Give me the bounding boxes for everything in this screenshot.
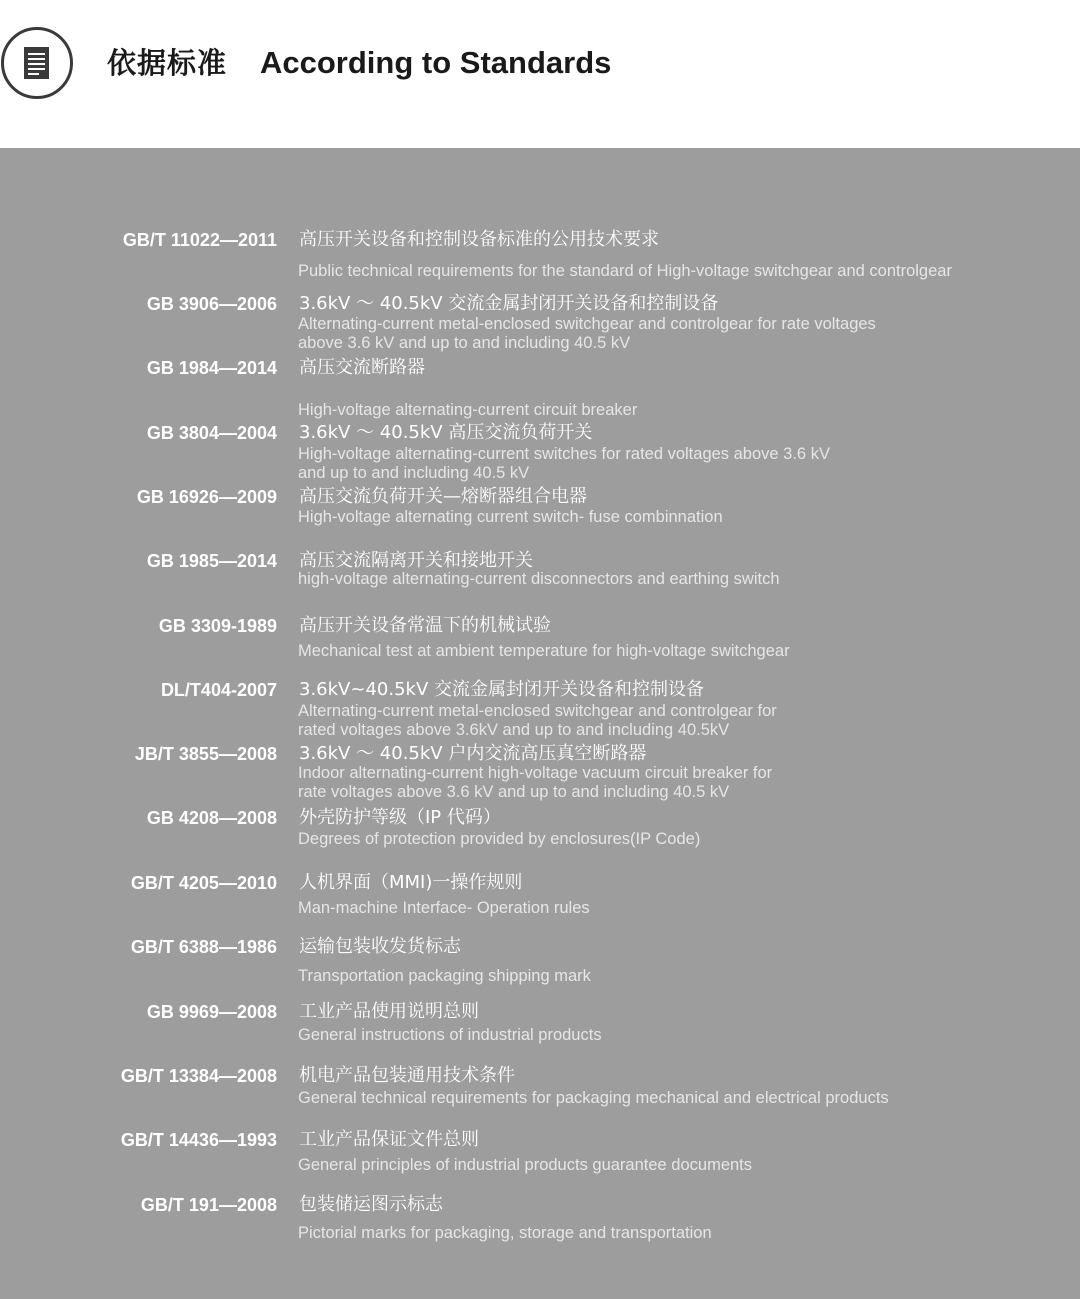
standard-title-en: High-voltage alternating-current circuit breaker [298, 401, 638, 419]
standard-code: GB 16926—2009 [136, 487, 277, 507]
standard-code: JB/T 3855—2008 [134, 744, 277, 764]
standard-title-en: high-voltage alternating-current disconnectors and earthing switch [298, 570, 780, 588]
standard-code: GB/T 4205—2010 [130, 873, 277, 893]
standard-code: GB 1985—2014 [146, 551, 277, 571]
standard-title-cn: 高压交流负荷开关—熔断器组合电器 [299, 486, 587, 507]
standard-title-en: Degrees of protection provided by enclosures(IP Code) [298, 830, 701, 848]
standard-code: GB/T 11022—2011 [122, 230, 277, 250]
page-title-cn: 依据标准 [107, 46, 228, 80]
standard-title-cn: 3.6kV ～ 40.5kV 户内交流高压真空断路器 [299, 743, 647, 764]
standard-title-en: General principles of industrial products guarantee documents [298, 1156, 753, 1174]
standard-title-cn: 工业产品保证文件总则 [299, 1129, 479, 1150]
standard-title-en: rate voltages above 3.6 kV and up to and including 40.5 kV [298, 783, 730, 801]
standard-title-en: High-voltage alternating-current switches for rated voltages above 3.6 kV [298, 445, 830, 463]
standard-title-en: Transportation packaging shipping mark [298, 967, 591, 985]
page-header [0, 0, 1080, 148]
standard-title-cn: 人机界面（MMI)一操作规则 [299, 872, 523, 893]
standard-title-cn: 高压开关设备和控制设备标准的公用技术要求 [299, 229, 659, 250]
standard-title-cn: 包装储运图示标志 [299, 1194, 443, 1215]
standard-title-en: General instructions of industrial products [298, 1026, 602, 1044]
page-title-en: According to Standards [260, 45, 612, 80]
standard-title-cn: 3.6kV ～ 40.5kV 高压交流负荷开关 [299, 422, 593, 443]
standard-title-en: Indoor alternating-current high-voltage vacuum circuit breaker for [298, 764, 773, 782]
standard-title-en: Man-machine Interface- Operation rules [298, 899, 590, 917]
standard-code: GB/T 6388—1986 [130, 937, 277, 957]
standard-title-cn: 运输包装收发货标志 [299, 936, 461, 957]
standard-title-cn: 高压交流隔离开关和接地开关 [299, 550, 533, 571]
document-icon [1, 27, 73, 99]
standard-code: GB/T 14436—1993 [120, 1130, 277, 1150]
standard-code: GB 3906—2006 [146, 294, 277, 314]
standard-title-en: High-voltage alternating current switch- fuse combinnation [298, 508, 723, 526]
standard-code: GB 3309-1989 [158, 616, 277, 636]
standard-title-en: Alternating-current metal-enclosed switchgear and controlgear for [298, 702, 777, 720]
standard-title-cn: 高压开关设备常温下的机械试验 [299, 615, 551, 636]
standard-title-en: Pictorial marks for packaging, storage and transportation [298, 1224, 712, 1242]
standard-title-cn: 高压交流断路器 [299, 357, 425, 378]
standard-title-cn: 工业产品使用说明总则 [299, 1001, 479, 1022]
standard-title-en: Mechanical test at ambient temperature for high-voltage switchgear [298, 642, 790, 660]
standard-code: GB 3804—2004 [146, 423, 277, 443]
standard-title-cn: 机电产品包装通用技术条件 [299, 1065, 515, 1086]
standard-title-cn: 外壳防护等级（IP 代码） [299, 807, 501, 828]
standard-title-en: Public technical requirements for the standard of High-voltage switchgear and controlgear [298, 262, 952, 280]
standard-title-cn: 3.6kV~40.5kV 交流金属封闭开关设备和控制设备 [299, 679, 704, 700]
standard-title-en: Alternating-current metal-enclosed switchgear and controlgear for rate voltages [298, 315, 876, 333]
standard-title-en: above 3.6 kV and up to and including 40.5 kV [298, 334, 631, 352]
standard-title-en: and up to and including 40.5 kV [298, 464, 530, 482]
standard-code: DL/T404-2007 [160, 680, 277, 700]
standard-title-en: rated voltages above 3.6kV and up to and including 40.5kV [298, 721, 730, 739]
standard-code: GB 4208—2008 [146, 808, 277, 828]
standard-title-cn: 3.6kV ～ 40.5kV 交流金属封闭开关设备和控制设备 [299, 293, 719, 314]
standard-code: GB/T 13384—2008 [120, 1066, 277, 1086]
standard-code: GB 9969—2008 [146, 1002, 277, 1022]
standard-title-en: General technical requirements for packaging mechanical and electrical products [298, 1089, 889, 1107]
standard-code: GB 1984—2014 [146, 358, 277, 378]
standard-code: GB/T 191—2008 [140, 1195, 277, 1215]
